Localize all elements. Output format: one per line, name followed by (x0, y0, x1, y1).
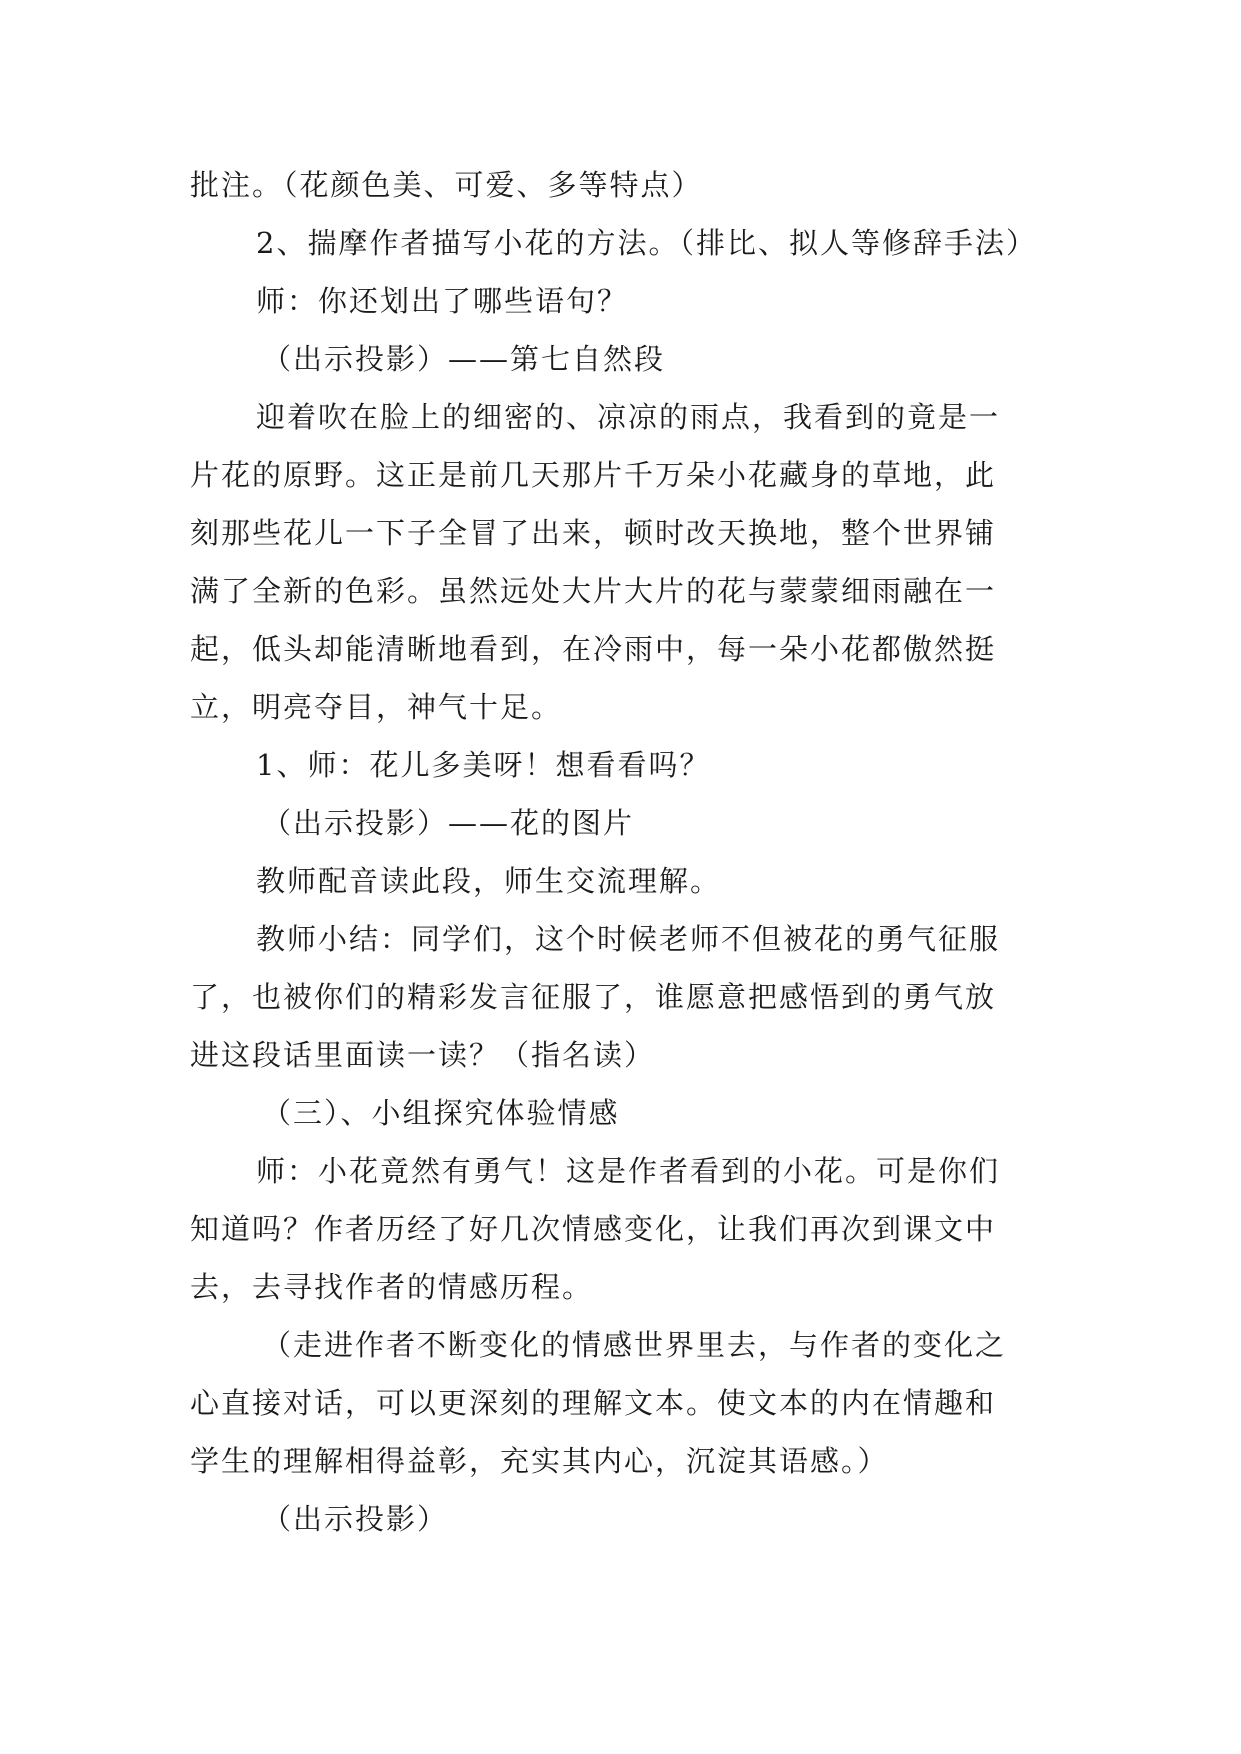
text-line: 批注。（花颜色美、可爱、多等特点） (190, 168, 703, 202)
text-line: 进这段话里面读一读？（指名读） (190, 1038, 656, 1072)
text-line: 起，低头却能清晰地看到，在冷雨中，每一朵小花都傲然挺 (190, 632, 997, 666)
text-line: 1、师：花儿多美呀！想看看吗？ (256, 748, 711, 782)
text-line: （出示投影）——第七自然段 (262, 342, 666, 376)
text-line: 教师配音读此段，师生交流理解。 (256, 864, 722, 898)
text-line: 心直接对话，可以更深刻的理解文本。使文本的内在情趣和 (190, 1386, 997, 1420)
text-line: 了，也被你们的精彩发言征服了，谁愿意把感悟到的勇气放 (190, 980, 997, 1014)
text-line: 刻那些花儿一下子全冒了出来，顿时改天换地，整个世界铺 (190, 516, 997, 550)
text-line: （走进作者不断变化的情感世界里去，与作者的变化之 (262, 1328, 1007, 1362)
text-line: （出示投影）——花的图片 (262, 806, 635, 840)
document-body (190, 156, 1050, 1548)
text-line: 学生的理解相得益彰，充实其内心，沉淀其语感。） (190, 1444, 889, 1478)
text-line: 立，明亮夺目，神气十足。 (190, 690, 563, 724)
text-line: （三）、小组探究体验情感 (262, 1096, 620, 1130)
text-line: 师：小花竟然有勇气！这是作者看到的小花。可是你们 (256, 1154, 1001, 1188)
text-line: 片花的原野。这正是前几天那片千万朵小花藏身的草地，此 (190, 458, 997, 492)
text-line: 去，去寻找作者的情感历程。 (190, 1270, 594, 1304)
text-line: 知道吗？作者历经了好几次情感变化，让我们再次到课文中 (190, 1212, 997, 1246)
text-line: 满了全新的色彩。虽然远处大片大片的花与蒙蒙细雨融在一 (190, 574, 997, 608)
text-line: 迎着吹在脸上的细密的、凉凉的雨点，我看到的竟是一 (256, 400, 1001, 434)
text-line: 2、揣摩作者描写小花的方法。（排比、拟人等修辞手法） (256, 226, 1037, 260)
text-line: （出示投影） (262, 1502, 449, 1536)
text-line: 教师小结：同学们，这个时候老师不但被花的勇气征服 (256, 922, 1001, 956)
text-line: 师：你还划出了哪些语句？ (256, 284, 629, 318)
